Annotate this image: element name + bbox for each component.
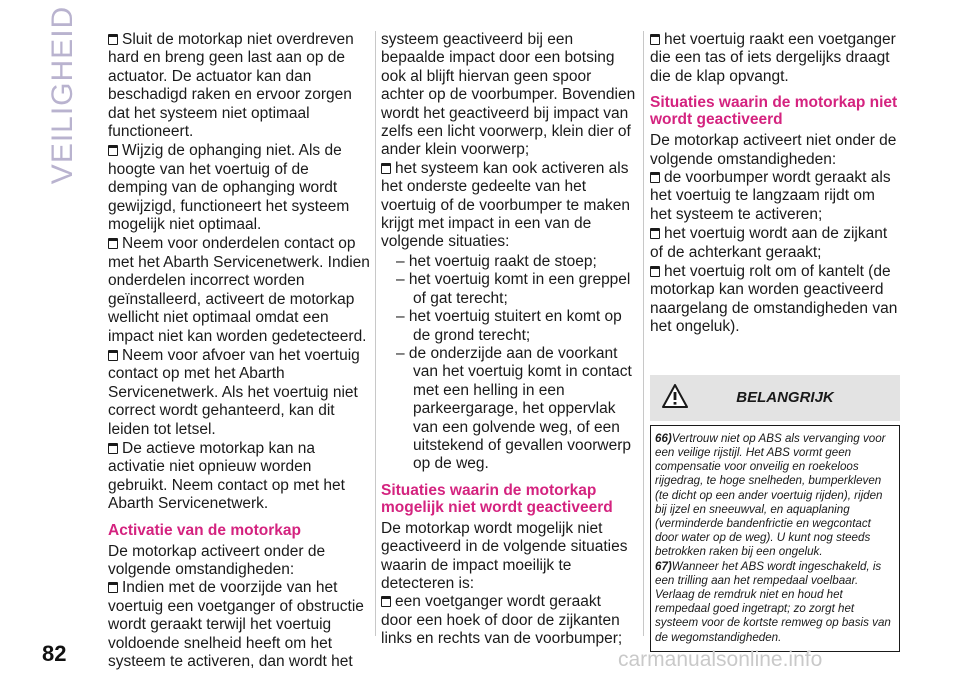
square-bullet-icon	[108, 350, 118, 361]
page-number: 82	[42, 641, 67, 666]
note-number: 67)	[655, 559, 672, 573]
dash-item: – het voertuig stuitert en komt op de grond terecht;	[396, 308, 622, 344]
bullet-item: De actieve motorkap kan na activatie niet opnieuw worden gebruikt. Neem contact op met het Abarth Servicenetwerk.	[108, 439, 345, 513]
warning-header	[650, 375, 900, 421]
square-bullet-icon	[381, 163, 391, 174]
watermark: carmanualsonline.info	[618, 648, 823, 671]
bullet-item: het systeem kan ook activeren als het onderste gedeelte van het voertuig of de voorbumper te maken krijgt met impact in een van de volgende situaties:	[381, 159, 630, 251]
square-bullet-icon	[108, 238, 118, 249]
dash-item: – het voertuig komt in een greppel of gat terecht;	[396, 271, 631, 307]
warning-note: 67)Wanneer het ABS wordt ingeschakeld, is een trilling aan het rempedaal voelbaar. Verlaag de remdruk niet en houd het rempedaal goed ingetrapt; zo zorgt het systeem voor de kortste remweg op basis van de wegomstandigheden.	[655, 559, 891, 644]
paragraph: De motorkap activeert onder de volgende omstandigheden:	[108, 542, 326, 578]
section-tab	[38, 5, 88, 185]
paragraph: De motorkap wordt mogelijk niet geactiveerd in de volgende situaties waarin de impact moeilijk te detecteren is:	[381, 519, 628, 592]
column-3	[650, 31, 900, 652]
bullet-item: het voertuig rolt om of kantelt (de motorkap kan worden geactiveerd naargelang de omstandigheden van het ongeluk).	[650, 263, 898, 336]
square-bullet-icon	[108, 443, 118, 454]
bullet-item: Neem voor afvoer van het voertuig contact op met het Abarth Servicenetwerk. Als het voertuig niet correct wordt gehanteerd, kan dit leiden tot letsel.	[108, 346, 360, 438]
bullet-item: het voertuig raakt een voetganger die een tas of iets dergelijks draagt die de klap opvangt.	[650, 31, 896, 85]
section-heading: Situaties waarin de motorkap niet wordt geactiveerd	[650, 94, 898, 129]
section-tab-label: VEILIGHEID	[46, 5, 79, 185]
square-bullet-icon	[381, 596, 391, 607]
square-bullet-icon	[108, 145, 118, 156]
section-heading: Situaties waarin de motorkap mogelijk niet wordt geactiveerd	[381, 481, 613, 516]
note-number: 66)	[655, 431, 672, 445]
square-bullet-icon	[650, 266, 660, 277]
square-bullet-icon	[650, 34, 660, 45]
column-2	[381, 31, 636, 650]
dash-item: – de onderzijde aan de voorkant van het voertuig komt in contact met een helling in een parkeergarage, het oppervlak van een golvende weg, of een uitstekend of gevallen voorwerp op de weg.	[396, 344, 632, 473]
square-bullet-icon	[650, 172, 660, 183]
column-divider	[375, 31, 376, 636]
bullet-item: Indien met de voorzijde van het voertuig een voetganger of obstructie wordt geraakt terwijl het voertuig voldoende snelheid heeft om het systeem te activeren, dan wordt het	[108, 579, 364, 670]
bullet-item: Neem voor onderdelen contact op met het Abarth Servicenetwerk. Indien onderdelen incorrect worden geïnstalleerd, activeert de motorkap wellicht niet optimaal omdat een impact niet kan worden gedetecteerd.	[108, 235, 370, 345]
warning-title: BELANGRIJK	[736, 388, 834, 406]
paragraph: systeem geactiveerd bij een bepaalde impact door een botsing ook al blijft hiervan geen spoor achter op de voorbumper. Bovendien wordt het geactiveerd bij impact van zelfs een licht voorwerp, klein dier of ander klein voorwerp;	[381, 31, 636, 159]
column-1	[108, 31, 370, 672]
warning-note: 66)Vertrouw niet op ABS als vervanging voor een veilige rijstijl. Het ABS vormt geen compensatie voor onveilig en roekeloos rijgedrag, te hoge snelheden, bumperkleven (te dicht op een ander voertuig rijden), rijden bij ijzel en sneeuwval, en aquaplaning (verminderde bandenfrictie en wegcontact door water op de weg). U kunt nog steeds betrokken raken bij een ongeluk.	[655, 431, 886, 559]
section-heading: Activatie van de motorkap	[108, 521, 301, 539]
bullet-item: het voertuig wordt aan de zijkant of de achterkant geraakt;	[650, 225, 888, 261]
bullet-item: Wijzig de ophanging niet. Als de hoogte van het voertuig of de demping van de ophanging wordt gewijzigd, functioneert het systeem mogelijk niet optimaal.	[108, 142, 350, 234]
square-bullet-icon	[108, 34, 118, 45]
bullet-item: de voorbumper wordt geraakt als het voertuig te langzaam rijdt om het systeem te activeren;	[650, 169, 891, 223]
square-bullet-icon	[650, 228, 660, 239]
warning-body	[650, 425, 900, 652]
dash-item: – het voertuig raakt de stoep;	[396, 252, 597, 270]
square-bullet-icon	[108, 582, 118, 593]
bullet-item: een voetganger wordt geraakt door een hoek of door de zijkanten links en rechts van de voorbumper;	[381, 593, 623, 648]
column-divider	[643, 31, 644, 636]
paragraph: De motorkap activeert niet onder de volgende omstandigheden:	[650, 132, 897, 168]
bullet-item: Sluit de motorkap niet overdreven hard en breng geen last aan op de actuator. De actuator kan dan beschadigd raken en ervoor zorgen dat het systeem niet optimaal functioneert.	[108, 31, 354, 141]
